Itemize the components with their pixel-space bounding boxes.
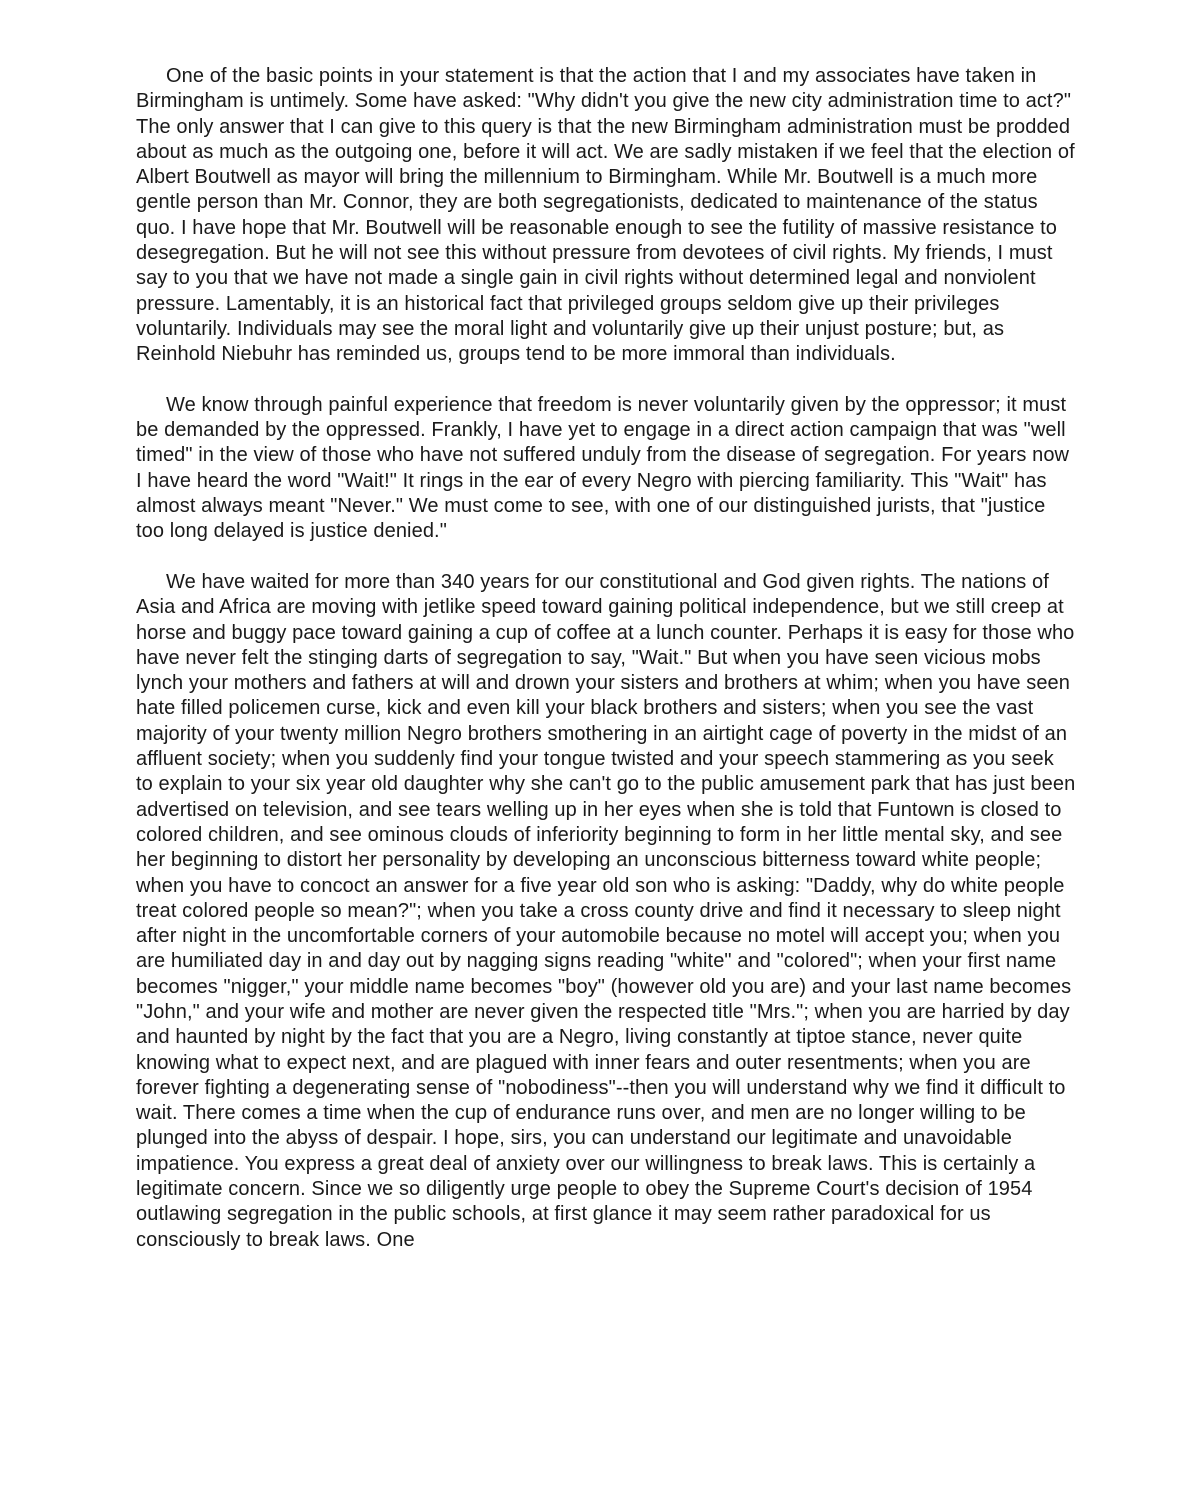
paragraph-untimely-action: One of the basic points in your statement is that the action that I and my associates have taken in Birmingham is untimely. Some have asked: "Why didn't you give the new city administration time to act?" The only answer that I can give to this query is that the new Birmingham administration must be prodded about as much as the outgoing one, before it will act. We are sadly mistaken if we feel that the election of Albert Boutwell as mayor will bring the millennium to Birmingham. While Mr. Boutwell is a much more gentle person than Mr. Connor, they are both segregationists, dedicated to maintenance of the status quo. I have hope that Mr. Boutwell will be reasonable enough to see the futility of massive resistance to desegregation. But he will not see this without pressure from devotees of civil rights. My friends, I must say to you that we have not made a single gain in civil rights without determined legal and nonviolent pressure. Lamentably, it is an historical fact that privileged groups seldom give up their privileges voluntarily. Individuals may see the moral light and voluntarily give up their unjust posture; but, as Reinhold Niebuhr has reminded us, groups tend to be more immoral than individuals. bbox=[136, 65, 1075, 366]
document-page bbox=[136, 64, 1076, 1253]
paragraph-waited-340-years: We have waited for more than 340 years for our constitutional and God given rights. The nations of Asia and Africa are moving with jetlike speed toward gaining political independence, but we still creep at horse and buggy pace toward gaining a cup of coffee at a lunch counter. Perhaps it is easy for those who have never felt the stinging darts of segregation to say, "Wait." But when you have seen vicious mobs lynch your mothers and fathers at will and drown your sisters and brothers at whim; when you have seen hate filled policemen curse, kick and even kill your black brothers and sisters; when you see the vast majority of your twenty million Negro brothers smothering in an airtight cage of poverty in the midst of an affluent society; when you suddenly find your tongue twisted and your speech stammering as you seek to explain to your six year old daughter why she can't go to the public amusement park that has just been advertised on television, and see tears welling up in her eyes when she is told that Funtown is closed to colored children, and see ominous clouds of inferiority beginning to form in her little mental sky, and see her beginning to distort her personality by developing an unconscious bitterness toward white people; when you have to concoct an answer for a five year old son who is asking: "Daddy, why do white people treat colored people so mean?"; when you take a cross county drive and find it necessary to sleep night after night in the uncomfortable corners of your automobile because no motel will accept you; when you are humiliated day in and day out by nagging signs reading "white" and "colored"; when your first name becomes "nigger," your middle name becomes "boy" (however old you are) and your last name becomes "John," and your wife and mother are never given the respected title "Mrs."; when you are harried by day and haunted by night by the fact that you are a Negro, living constantly at tiptoe stance, never quite knowing what to expect next, and are plagued with inner fears and outer resentments; when you are forever fighting a degenerating sense of "nobodiness"--then you will understand why we find it difficult to wait. There comes a time when the cup of endurance runs over, and men are no longer willing to be plunged into the abyss of despair. I hope, sirs, you can understand our legitimate and unavoidable impatience. You express a great deal of anxiety over our willingness to break laws. This is certainly a legitimate concern. Since we so diligently urge people to obey the Supreme Court's decision of 1954 outlawing segregation in the public schools, at first glance it may seem rather paradoxical for us consciously to break laws. One bbox=[136, 570, 1076, 1251]
paragraph-freedom-demanded: We know through painful experience that freedom is never voluntarily given by the oppressor; it must be demanded by the oppressed. Frankly, I have yet to engage in a direct action campaign that was "well timed" in the view of those who have not suffered unduly from the disease of segregation. For years now I have heard the word "Wait!" It rings in the ear of every Negro with piercing familiarity. This "Wait" has almost always meant "Never." We must come to see, with one of our distinguished jurists, that "justice too long delayed is justice denied." bbox=[136, 393, 1070, 543]
